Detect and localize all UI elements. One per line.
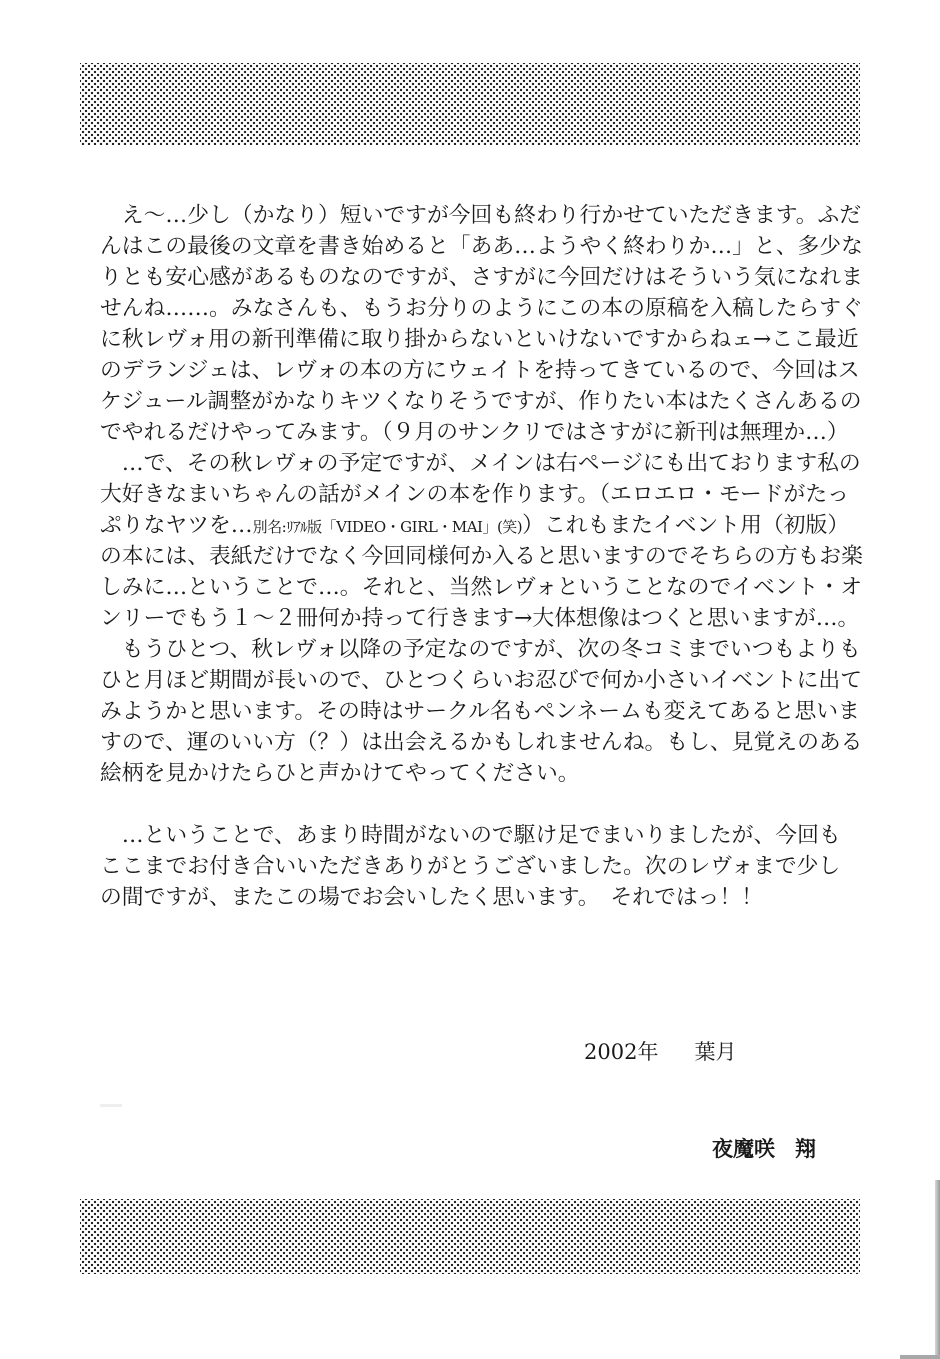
text-line: の間ですが、またこの場でお会いしたく思います。 それではっ！！ <box>100 885 764 910</box>
paragraph-3 <box>100 634 863 789</box>
author-given-name: 翔 <box>795 1136 816 1161</box>
text-line: に秋レヴォ用の新刊準備に取り掛からないといけないですからねェ→ここ最近 <box>100 327 859 352</box>
text-line-with-alias <box>100 510 860 541</box>
date-year: 2002年 <box>584 1040 659 1064</box>
top-halftone-band <box>80 63 860 145</box>
text-line: ンリーでもう１～２冊何か持って行きます→大体想像はつくと思いますが…。 <box>100 606 860 631</box>
text-line: でやれるだけやってみます。（９月のサンクリではさすがに新刊は無理か…） <box>100 420 849 445</box>
text-line: りとも安心感があるものなのですが、さすがに今回だけはそういう気になれま <box>100 265 863 290</box>
text-line: …ということで、あまり時間がないので駆け足でまいりましたが、今回も <box>100 823 841 848</box>
text-line: 絵柄を見かけたらひと声かけてやってください。 <box>100 761 580 786</box>
paragraph-spacer <box>100 789 860 820</box>
text-segment: ぷりなヤツを… <box>100 513 253 538</box>
text-line: の本には、表紙だけでなく今回同様何か入ると思いますのでそちらの方もお楽 <box>100 544 863 569</box>
text-line: ここまでお付き合いいただきありがとうございました。次のレヴォまで少し <box>100 854 841 879</box>
text-line: 大好きなまいちゃんの話がメインの本を作ります。（エロエロ・モードがたっ <box>100 482 849 507</box>
text-line: せんね……。みなさんも、もうお分りのようにこの本の原稿を入稿したらすぐ <box>100 296 863 321</box>
text-line: …で、その秋レヴォの予定ですが、メインは右ページにも出ております私の <box>100 451 861 476</box>
afterword-body <box>100 200 863 913</box>
author-family-name: 夜魔咲 <box>712 1136 775 1161</box>
bottom-halftone-band <box>80 1199 860 1274</box>
text-line: もうひとつ、秋レヴォ以降の予定なのですが、次の冬コミまでいつもよりも <box>100 637 861 662</box>
text-segment: ）これもまたイベント用（初版） <box>522 513 850 538</box>
text-line: ひと月ほど期間が長いので、ひとつくらいお忍びで何か小さいイベントに出て <box>100 668 863 693</box>
page-edge-shadow-bottom <box>900 1355 940 1359</box>
date-month: 葉月 <box>694 1040 737 1064</box>
paragraph-2 <box>100 448 863 634</box>
text-line: すので、運のいい方（？）は出会えるかもしれませんね。もし、見覚えのある <box>100 730 863 755</box>
page-edge-shadow <box>935 1180 940 1359</box>
text-line: しみに…ということで…。それと、当然レヴォということなのでイベント・オ <box>100 575 863 600</box>
signature-author <box>712 1133 816 1163</box>
text-line: みようかと思います。その時はサークル名もペンネームも変えてあると思いま <box>100 699 860 724</box>
text-line: んはこの最後の文章を書き始めると「ああ…ようやく終わりか…」と、多少な <box>100 234 863 259</box>
alias-note: 別名:ﾘｱﾙ版「VIDEO・GIRL・MAI」(笑) <box>252 518 523 536</box>
text-line: のデランジェは、レヴォの本の方にウェイトを持ってきているので、今回はス <box>100 358 860 383</box>
signature-date <box>584 1036 736 1066</box>
scan-smudge <box>100 1104 122 1107</box>
text-line: え～…少し（かなり）短いですが今回も終わり行かせていただきます。ふだ <box>100 203 862 228</box>
text-line: ケジュール調整がかなりキツくなりそうですが、作りたい本はたくさんあるの <box>100 389 862 414</box>
paragraph-1 <box>100 200 863 448</box>
paragraph-4 <box>100 820 860 913</box>
